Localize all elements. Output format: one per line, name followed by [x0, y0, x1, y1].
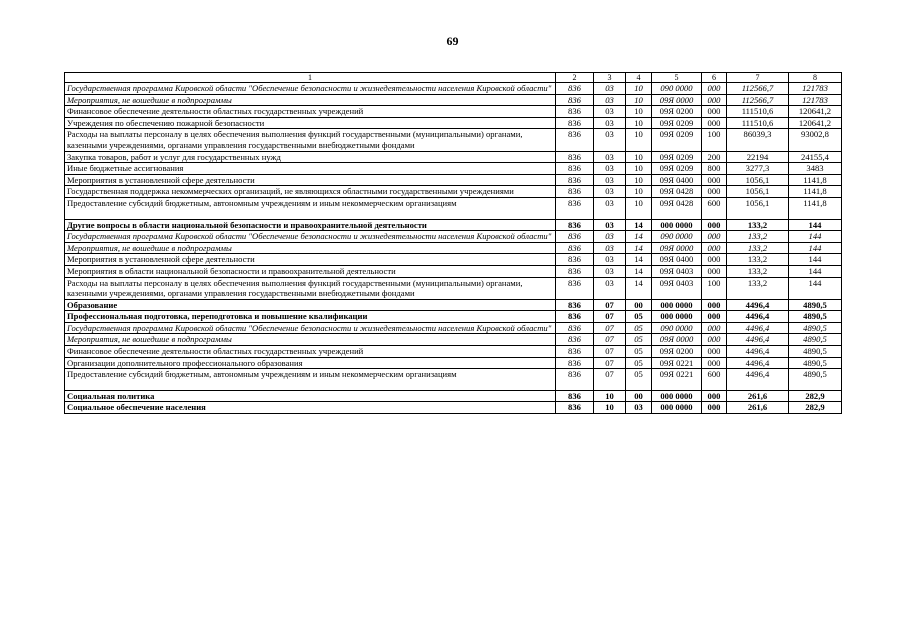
cell-amount-year-2: 120641,2: [789, 117, 842, 129]
cell-section-code: 03: [594, 197, 626, 219]
cell-section-code: 07: [594, 334, 626, 346]
cell-amount-year-2: 144: [789, 277, 842, 299]
cell-item-name: Финансовое обеспечение деятельности областных государственных учреждений: [65, 106, 556, 118]
cell-subsection-code: 00: [626, 390, 652, 402]
cell-subsection-code: 14: [626, 254, 652, 266]
cell-section-code: 07: [594, 357, 626, 369]
cell-expense-type-code: 000: [702, 299, 727, 311]
table-row: [65, 197, 842, 219]
cell-target-code: 09Я 0403: [652, 265, 702, 277]
cell-admin-code: 836: [556, 322, 594, 334]
cell-target-code: 09Я 0209: [652, 163, 702, 175]
cell-item-name: Мероприятия, не вошедшие в подпрограммы: [65, 334, 556, 346]
cell-amount-year-2: 4890,5: [789, 299, 842, 311]
cell-section-code: 03: [594, 163, 626, 175]
cell-amount-year-2: 121783: [789, 83, 842, 95]
cell-expense-type-code: 100: [702, 277, 727, 299]
cell-expense-type-code: 000: [702, 322, 727, 334]
cell-section-code: 03: [594, 117, 626, 129]
cell-item-name: Учреждения по обеспечению пожарной безопасности: [65, 117, 556, 129]
budget-table: [64, 72, 842, 414]
cell-amount-year-2: 120641,2: [789, 106, 842, 118]
cell-admin-code: 836: [556, 242, 594, 254]
cell-item-name: Организации дополнительного профессионального образования: [65, 357, 556, 369]
cell-amount-year-1: 261,6: [727, 390, 789, 402]
cell-target-code: 09Я 0000: [652, 94, 702, 106]
cell-admin-code: 836: [556, 369, 594, 391]
cell-expense-type-code: 000: [702, 254, 727, 266]
cell-amount-year-2: 4890,5: [789, 334, 842, 346]
cell-subsection-code: 10: [626, 94, 652, 106]
cell-item-name: Другие вопросы в области национальной безопасности и правоохранительной деятельности: [65, 219, 556, 231]
cell-subsection-code: 10: [626, 151, 652, 163]
cell-item-name: Мероприятия в установленной сфере деятельности: [65, 254, 556, 266]
cell-subsection-code: 05: [626, 357, 652, 369]
table-row: [65, 83, 842, 95]
cell-amount-year-1: 4496,4: [727, 322, 789, 334]
table-row: [65, 117, 842, 129]
cell-item-name: Мероприятия, не вошедшие в подпрограммы: [65, 242, 556, 254]
cell-section-code: 03: [594, 106, 626, 118]
cell-subsection-code: 10: [626, 174, 652, 186]
table-row: [65, 402, 842, 414]
cell-admin-code: 836: [556, 277, 594, 299]
cell-item-name: Иные бюджетные ассигнования: [65, 163, 556, 175]
cell-target-code: 09Я 0200: [652, 106, 702, 118]
cell-target-code: 000 0000: [652, 219, 702, 231]
cell-amount-year-2: 1141,8: [789, 197, 842, 219]
cell-subsection-code: 05: [626, 334, 652, 346]
cell-expense-type-code: 000: [702, 265, 727, 277]
cell-expense-type-code: 000: [702, 83, 727, 95]
cell-amount-year-2: 93002,8: [789, 129, 842, 151]
column-header: 1: [65, 73, 556, 83]
cell-section-code: 03: [594, 242, 626, 254]
table-row: [65, 129, 842, 151]
table-row: [65, 163, 842, 175]
cell-target-code: 090 0000: [652, 322, 702, 334]
table-row: [65, 311, 842, 323]
cell-item-name: Социальная политика: [65, 390, 556, 402]
cell-section-code: 07: [594, 346, 626, 358]
table-row: [65, 186, 842, 198]
cell-expense-type-code: 000: [702, 219, 727, 231]
cell-expense-type-code: 600: [702, 369, 727, 391]
cell-subsection-code: 10: [626, 129, 652, 151]
cell-amount-year-2: 144: [789, 219, 842, 231]
cell-expense-type-code: 000: [702, 390, 727, 402]
cell-amount-year-1: 133,2: [727, 277, 789, 299]
cell-expense-type-code: 000: [702, 311, 727, 323]
cell-section-code: 10: [594, 402, 626, 414]
cell-admin-code: 836: [556, 174, 594, 186]
cell-expense-type-code: 800: [702, 163, 727, 175]
cell-target-code: 09Я 0000: [652, 334, 702, 346]
cell-item-name: Закупка товаров, работ и услуг для государственных нужд: [65, 151, 556, 163]
cell-admin-code: 836: [556, 311, 594, 323]
cell-amount-year-1: 3277,3: [727, 163, 789, 175]
table-row: [65, 334, 842, 346]
cell-expense-type-code: 000: [702, 334, 727, 346]
cell-amount-year-1: 1056,1: [727, 197, 789, 219]
header-row: [65, 73, 842, 83]
cell-amount-year-2: 144: [789, 254, 842, 266]
table-row: [65, 369, 842, 391]
column-header: 5: [652, 73, 702, 83]
cell-amount-year-2: 4890,5: [789, 357, 842, 369]
cell-section-code: 03: [594, 174, 626, 186]
cell-subsection-code: 14: [626, 265, 652, 277]
cell-item-name: Расходы на выплаты персоналу в целях обеспечения выполнения функций государственными (муниципальными) органами, казенными учреждениями, органами управления государственными внебюджетными фондами: [65, 277, 556, 299]
cell-subsection-code: 10: [626, 106, 652, 118]
cell-subsection-code: 10: [626, 163, 652, 175]
cell-section-code: 03: [594, 94, 626, 106]
cell-amount-year-1: 133,2: [727, 265, 789, 277]
table-row: [65, 231, 842, 243]
cell-amount-year-2: 4890,5: [789, 311, 842, 323]
cell-section-code: 03: [594, 231, 626, 243]
cell-subsection-code: 14: [626, 277, 652, 299]
cell-subsection-code: 10: [626, 186, 652, 198]
cell-amount-year-1: 112566,7: [727, 94, 789, 106]
cell-admin-code: 836: [556, 357, 594, 369]
cell-item-name: Государственная программа Кировской области "Обеспечение безопасности и жизнедеятельности населения Кировской области": [65, 231, 556, 243]
cell-admin-code: 836: [556, 94, 594, 106]
cell-item-name: Профессиональная подготовка, переподготовка и повышение квалификации: [65, 311, 556, 323]
table-row: [65, 265, 842, 277]
cell-item-name: Мероприятия в области национальной безопасности и правоохранительной деятельности: [65, 265, 556, 277]
cell-amount-year-1: 4496,4: [727, 311, 789, 323]
cell-section-code: 10: [594, 390, 626, 402]
cell-subsection-code: 05: [626, 311, 652, 323]
cell-subsection-code: 05: [626, 369, 652, 391]
cell-expense-type-code: 000: [702, 106, 727, 118]
cell-amount-year-1: 261,6: [727, 402, 789, 414]
cell-section-code: 03: [594, 129, 626, 151]
cell-expense-type-code: 000: [702, 402, 727, 414]
cell-section-code: 07: [594, 322, 626, 334]
table-row: [65, 106, 842, 118]
cell-amount-year-1: 4496,4: [727, 299, 789, 311]
cell-admin-code: 836: [556, 390, 594, 402]
cell-item-name: Финансовое обеспечение деятельности областных государственных учреждений: [65, 346, 556, 358]
cell-target-code: 09Я 0209: [652, 117, 702, 129]
cell-amount-year-2: 24155,4: [789, 151, 842, 163]
cell-amount-year-1: 111510,6: [727, 106, 789, 118]
cell-admin-code: 836: [556, 129, 594, 151]
cell-section-code: 03: [594, 83, 626, 95]
cell-amount-year-2: 4890,5: [789, 369, 842, 391]
cell-subsection-code: 14: [626, 219, 652, 231]
cell-target-code: 09Я 0403: [652, 277, 702, 299]
cell-amount-year-2: 3483: [789, 163, 842, 175]
cell-target-code: 09Я 0428: [652, 186, 702, 198]
cell-subsection-code: 10: [626, 83, 652, 95]
column-header: 7: [727, 73, 789, 83]
cell-subsection-code: 14: [626, 231, 652, 243]
table-row: [65, 277, 842, 299]
cell-amount-year-1: 1056,1: [727, 186, 789, 198]
cell-amount-year-1: 111510,6: [727, 117, 789, 129]
column-header: 3: [594, 73, 626, 83]
cell-admin-code: 836: [556, 254, 594, 266]
cell-target-code: 09Я 0400: [652, 254, 702, 266]
cell-admin-code: 836: [556, 106, 594, 118]
cell-subsection-code: 05: [626, 346, 652, 358]
cell-target-code: 09Я 0000: [652, 242, 702, 254]
cell-target-code: 09Я 0400: [652, 174, 702, 186]
column-header: 8: [789, 73, 842, 83]
cell-amount-year-2: 282,9: [789, 390, 842, 402]
cell-amount-year-2: 121783: [789, 94, 842, 106]
cell-amount-year-1: 86039,3: [727, 129, 789, 151]
cell-target-code: 000 0000: [652, 390, 702, 402]
table-row: [65, 151, 842, 163]
cell-subsection-code: 03: [626, 402, 652, 414]
cell-section-code: 07: [594, 311, 626, 323]
cell-amount-year-1: 4496,4: [727, 369, 789, 391]
table-row: [65, 174, 842, 186]
cell-admin-code: 836: [556, 197, 594, 219]
cell-admin-code: 836: [556, 186, 594, 198]
column-header: 6: [702, 73, 727, 83]
table-row: [65, 357, 842, 369]
table-row: [65, 254, 842, 266]
cell-expense-type-code: 000: [702, 94, 727, 106]
cell-expense-type-code: 100: [702, 129, 727, 151]
cell-section-code: 03: [594, 254, 626, 266]
cell-subsection-code: 05: [626, 322, 652, 334]
cell-admin-code: 836: [556, 299, 594, 311]
cell-target-code: 090 0000: [652, 231, 702, 243]
cell-item-name: Государственная программа Кировской области "Обеспечение безопасности и жизнедеятельности населения Кировской области": [65, 83, 556, 95]
cell-target-code: 000 0000: [652, 402, 702, 414]
table-row: [65, 390, 842, 402]
cell-amount-year-1: 4496,4: [727, 357, 789, 369]
cell-section-code: 03: [594, 186, 626, 198]
column-header: 2: [556, 73, 594, 83]
cell-amount-year-1: 4496,4: [727, 334, 789, 346]
cell-amount-year-1: 133,2: [727, 219, 789, 231]
cell-expense-type-code: 000: [702, 242, 727, 254]
table-row: [65, 94, 842, 106]
table-row: [65, 242, 842, 254]
cell-amount-year-1: 4496,4: [727, 346, 789, 358]
cell-target-code: 090 0000: [652, 83, 702, 95]
cell-subsection-code: 00: [626, 299, 652, 311]
cell-section-code: 03: [594, 277, 626, 299]
cell-amount-year-1: 112566,7: [727, 83, 789, 95]
cell-admin-code: 836: [556, 346, 594, 358]
cell-target-code: 09Я 0221: [652, 357, 702, 369]
cell-item-name: Предоставление субсидий бюджетным, автономным учреждениям и иным некоммерческим организациям: [65, 197, 556, 219]
cell-amount-year-1: 133,2: [727, 254, 789, 266]
cell-section-code: 03: [594, 151, 626, 163]
cell-expense-type-code: 000: [702, 231, 727, 243]
table-row: [65, 346, 842, 358]
cell-admin-code: 836: [556, 265, 594, 277]
cell-expense-type-code: 000: [702, 117, 727, 129]
cell-amount-year-2: 4890,5: [789, 322, 842, 334]
cell-target-code: 09Я 0209: [652, 129, 702, 151]
column-header: 4: [626, 73, 652, 83]
cell-amount-year-2: 1141,8: [789, 174, 842, 186]
cell-expense-type-code: 200: [702, 151, 727, 163]
cell-admin-code: 836: [556, 219, 594, 231]
cell-target-code: 09Я 0200: [652, 346, 702, 358]
page-number: 69: [446, 34, 459, 48]
cell-expense-type-code: 600: [702, 197, 727, 219]
cell-target-code: 000 0000: [652, 311, 702, 323]
cell-admin-code: 836: [556, 334, 594, 346]
cell-subsection-code: 14: [626, 242, 652, 254]
cell-item-name: Государственная поддержка некоммерческих организаций, не являющихся областными государственными учреждениями: [65, 186, 556, 198]
cell-amount-year-1: 22194: [727, 151, 789, 163]
cell-expense-type-code: 000: [702, 346, 727, 358]
cell-target-code: 09Я 0428: [652, 197, 702, 219]
cell-amount-year-2: 144: [789, 231, 842, 243]
cell-item-name: Социальное обеспечение населения: [65, 402, 556, 414]
cell-admin-code: 836: [556, 151, 594, 163]
table-row: [65, 299, 842, 311]
cell-subsection-code: 10: [626, 117, 652, 129]
cell-item-name: Мероприятия, не вошедшие в подпрограммы: [65, 94, 556, 106]
cell-amount-year-2: 1141,8: [789, 186, 842, 198]
cell-target-code: 000 0000: [652, 299, 702, 311]
cell-section-code: 03: [594, 219, 626, 231]
cell-section-code: 07: [594, 369, 626, 391]
cell-expense-type-code: 000: [702, 357, 727, 369]
cell-section-code: 03: [594, 265, 626, 277]
cell-item-name: Образование: [65, 299, 556, 311]
cell-expense-type-code: 000: [702, 186, 727, 198]
cell-amount-year-1: 1056,1: [727, 174, 789, 186]
cell-amount-year-2: 144: [789, 265, 842, 277]
cell-admin-code: 836: [556, 402, 594, 414]
cell-item-name: Расходы на выплаты персоналу в целях обеспечения выполнения функций государственными (муниципальными) органами, казенными учреждениями, органами управления государственными внебюджетными фондами: [65, 129, 556, 151]
cell-amount-year-2: 144: [789, 242, 842, 254]
cell-amount-year-1: 133,2: [727, 231, 789, 243]
table-row: [65, 322, 842, 334]
cell-expense-type-code: 000: [702, 174, 727, 186]
table-row: [65, 219, 842, 231]
cell-target-code: 09Я 0209: [652, 151, 702, 163]
cell-amount-year-2: 4890,5: [789, 346, 842, 358]
cell-item-name: Предоставление субсидий бюджетным, автономным учреждениям и иным некоммерческим организациям: [65, 369, 556, 391]
cell-target-code: 09Я 0221: [652, 369, 702, 391]
cell-section-code: 07: [594, 299, 626, 311]
cell-admin-code: 836: [556, 117, 594, 129]
cell-amount-year-1: 133,2: [727, 242, 789, 254]
cell-admin-code: 836: [556, 163, 594, 175]
cell-item-name: Мероприятия в установленной сфере деятельности: [65, 174, 556, 186]
cell-amount-year-2: 282,9: [789, 402, 842, 414]
cell-admin-code: 836: [556, 83, 594, 95]
cell-item-name: Государственная программа Кировской области "Обеспечение безопасности и жизнедеятельности населения Кировской области": [65, 322, 556, 334]
cell-subsection-code: 10: [626, 197, 652, 219]
cell-admin-code: 836: [556, 231, 594, 243]
